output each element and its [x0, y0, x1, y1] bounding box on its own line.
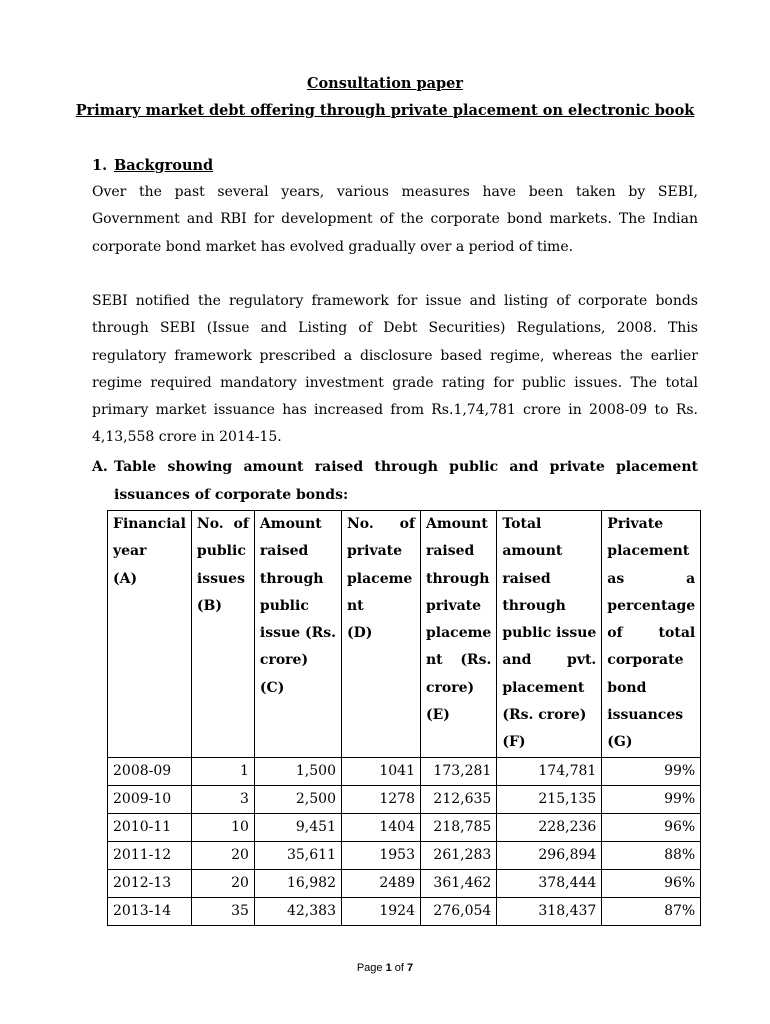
table-header-line: Private [607, 516, 664, 532]
table-header-cell [108, 511, 192, 758]
table-cell: 99% [602, 785, 701, 813]
table-header-line: (A) [113, 570, 138, 587]
table-cell-year: 2012-13 [108, 869, 192, 897]
table-header-line: Amount [425, 516, 488, 532]
table-header-line: private [346, 543, 403, 560]
page-title: Consultation paper [306, 75, 464, 92]
table-cell: 9,451 [254, 813, 341, 841]
page-footer [0, 962, 770, 974]
table-header-line: as a [607, 570, 696, 587]
table-cell: 1041 [341, 757, 420, 785]
table-header-line: issue (Rs. [259, 625, 336, 642]
table-cell: 1404 [341, 813, 420, 841]
table-header-line: Financial [113, 516, 186, 532]
table-cell: 1,500 [254, 757, 341, 785]
table-header-line: through [259, 570, 324, 587]
table-cell-year: 2010-11 [108, 813, 192, 841]
table-cell: 96% [602, 869, 701, 897]
table-cell: 2489 [341, 869, 420, 897]
table-row [108, 785, 701, 813]
table-row [108, 813, 701, 841]
table-header-line: public [259, 597, 309, 614]
table-cell: 261,283 [420, 841, 496, 869]
table-heading [92, 453, 698, 509]
paragraph-background-2: SEBI notified the regulatory framework for issue and listing of corporate bonds through SEBI (Issue and Listing of Debt Securities) Regulations, 2008. This regulatory framework prescribed a disclosure based regime, whereas the earlier regime required mandatory investment grade rating for public issues. The total primary market issuance has increased from Rs.1,74,781 crore in 2008-09 to Rs. 4,13,558 crore in 2014-15. [92, 293, 698, 446]
table-header-line: nt [346, 597, 364, 614]
table-cell: 96% [602, 813, 701, 841]
table-cell: 318,437 [497, 897, 602, 925]
table-header-line: issuances [607, 707, 684, 724]
table-header-line: placeme [425, 625, 492, 642]
table-cell: 296,894 [497, 841, 602, 869]
table-header-line: raised [259, 543, 309, 560]
table-row [108, 841, 701, 869]
footer-total-pages: 7 [407, 962, 414, 974]
table-header-line: percentage [607, 597, 696, 614]
table-header-line: through [425, 570, 490, 587]
table-header-line: No. of [196, 516, 249, 532]
table-header-cell [497, 511, 602, 758]
section-number: 1. [92, 157, 108, 174]
table-header-line: public [196, 543, 246, 560]
table-header-line: of total [607, 625, 696, 642]
table-header-cell [420, 511, 496, 758]
table-header-row [108, 511, 701, 758]
table-header-cell [191, 511, 254, 758]
table-header-line: raised [425, 543, 475, 560]
table-cell: 276,054 [420, 897, 496, 925]
table-cell: 88% [602, 841, 701, 869]
table-header-line: Amount [259, 516, 322, 532]
table-row [108, 869, 701, 897]
table-cell: 1 [191, 757, 254, 785]
table-cell: 361,462 [420, 869, 496, 897]
table-header-line: raised [502, 570, 551, 587]
table-cell-year: 2009-10 [108, 785, 192, 813]
table-cell: 212,635 [420, 785, 496, 813]
table-header-line: nt (Rs. [425, 652, 492, 669]
table-cell: 1278 [341, 785, 420, 813]
table-cell: 1924 [341, 897, 420, 925]
table-header-line: year [113, 543, 147, 560]
table-header-line: issues [196, 570, 245, 587]
table-header-line: (F) [502, 734, 526, 751]
table-header-line: amount [502, 543, 563, 560]
table-cell: 228,236 [497, 813, 602, 841]
table-cell: 35 [191, 897, 254, 925]
table-header-cell [341, 511, 420, 758]
footer-prefix: Page [356, 962, 386, 974]
paragraph-background-1: Over the past several years, various measures have been taken by SEBI, Government and RBI for development of the corporate bond markets. The Indian corporate bond market has evolved gradually over a period of time. [92, 184, 698, 255]
table-heading-letter: A. [92, 459, 108, 475]
table-row [108, 757, 701, 785]
footer-current-page: 1 [385, 962, 392, 974]
table-cell: 378,444 [497, 869, 602, 897]
table-header-line: private [425, 597, 482, 614]
table-heading-text: Table showing amount raised through public and private placement issuances of corporate bonds: [114, 459, 698, 503]
section-heading [92, 156, 213, 176]
footer-separator: of [391, 962, 408, 974]
table-header-line: public issue [502, 625, 597, 642]
table-body [108, 757, 701, 925]
section-title: Background [114, 157, 214, 174]
table-cell: 218,785 [420, 813, 496, 841]
table-header-line: placement [502, 679, 585, 696]
table-cell: 87% [602, 897, 701, 925]
table-cell: 16,982 [254, 869, 341, 897]
table-cell: 35,611 [254, 841, 341, 869]
table-header-cell [602, 511, 701, 758]
table-cell: 173,281 [420, 757, 496, 785]
table-row [108, 897, 701, 925]
table-header-line: through [502, 597, 566, 614]
table-header-line: No. of [346, 516, 415, 532]
table-header-line: (D) [346, 625, 373, 642]
table-cell-year: 2013-14 [108, 897, 192, 925]
table-header-line: (C) [259, 679, 285, 696]
table-header-line: placeme [346, 570, 413, 587]
table-header-line: Total [502, 516, 542, 532]
table-cell-year: 2008-09 [108, 757, 192, 785]
table-cell: 3 [191, 785, 254, 813]
page-subtitle: Primary market debt offering through private placement on electronic book [75, 102, 695, 119]
table-cell: 10 [191, 813, 254, 841]
table-header-line: bond [607, 679, 647, 696]
table-cell: 42,383 [254, 897, 341, 925]
table-cell-year: 2011-12 [108, 841, 192, 869]
table-cell: 20 [191, 869, 254, 897]
table-header-line: (G) [607, 734, 633, 751]
table-header-line: and pvt. [502, 652, 597, 669]
table-cell: 99% [602, 757, 701, 785]
table-header-cell [254, 511, 341, 758]
table-header-line: (B) [196, 597, 223, 614]
table-header-line: crore) [259, 652, 309, 669]
table-header-line: (E) [425, 707, 450, 724]
table-header-line: placement [607, 543, 690, 560]
table-cell: 20 [191, 841, 254, 869]
table-cell: 2,500 [254, 785, 341, 813]
issuance-table [107, 510, 701, 926]
table-cell: 215,135 [497, 785, 602, 813]
table-cell: 174,781 [497, 757, 602, 785]
table-header-line: corporate [607, 652, 684, 669]
table-header-line: (Rs. crore) [502, 707, 587, 724]
table-cell: 1953 [341, 841, 420, 869]
table-header-line: crore) [425, 679, 475, 696]
